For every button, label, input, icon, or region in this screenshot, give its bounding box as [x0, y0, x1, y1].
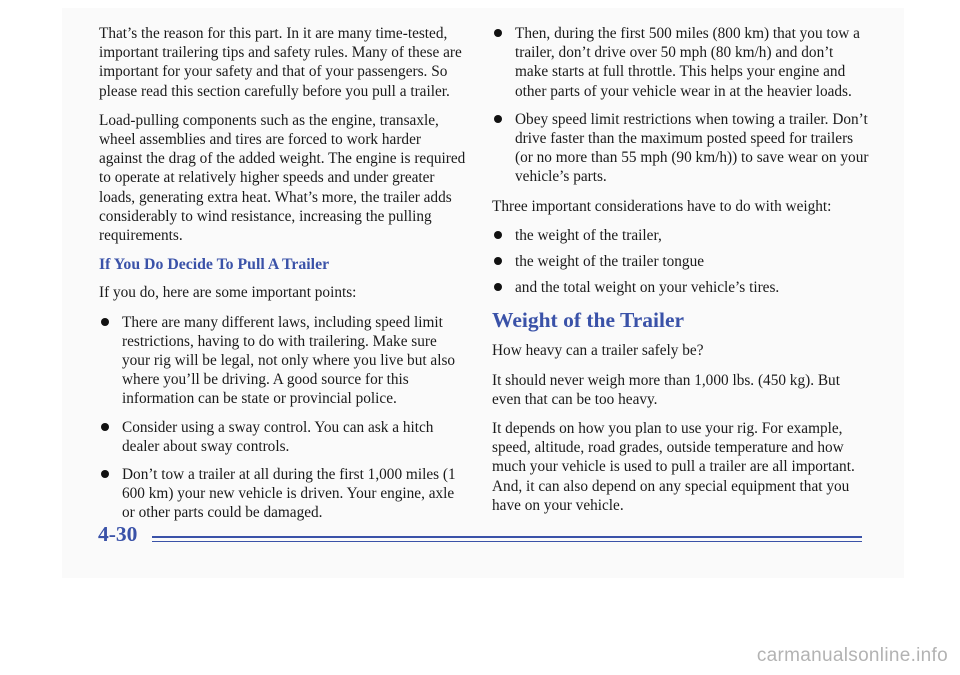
list-item: Then, during the first 500 miles (800 km) that you tow a trailer, don’t drive over 50 mph (80 km/h) and don’t make starts at full throttle. This helps your engine and other parts of your vehicle wear in at the heavier loads.: [492, 24, 870, 101]
list-item: and the total weight on your vehicle’s tires.: [492, 278, 870, 297]
page-number: 4-30: [98, 522, 138, 546]
points-list: [99, 313, 467, 523]
list-item: the weight of the trailer,: [492, 226, 870, 245]
weight-question: How heavy can a trailer safely be?: [492, 342, 704, 360]
footer-rule-thin: [152, 541, 862, 542]
left-column: [99, 24, 467, 533]
weight-list: [492, 226, 870, 298]
bullet-icon: [494, 231, 502, 239]
page-footer: [98, 520, 862, 560]
section-subheading: If You Do Decide To Pull A Trailer: [99, 256, 330, 274]
footer-rule: [152, 536, 862, 538]
points-intro: If you do, here are some important points:: [99, 284, 357, 302]
bullet-icon: [494, 257, 502, 265]
list-item: There are many different laws, including speed limit restrictions, having to do with trailering. Make sure your rig will be legal, not only where you live but also where you’ll be driving. A good source for this information can be state or provincial police.: [99, 313, 467, 409]
weight-intro: Three important considerations have to do with weight:: [492, 197, 832, 215]
towing-list: [492, 24, 870, 187]
right-column: [492, 24, 870, 525]
bullet-icon: [494, 29, 502, 37]
rig-usage-paragraph: It depends on how you plan to use your rig. For example, speed, altitude, road grades, outside temperature and how much your vehicle is used to pull a trailer are all important. And, it can also depend on any special equipment that you have on your vehicle.: [492, 420, 855, 514]
weight-limit-paragraph: It should never weigh more than 1,000 lbs. (450 kg). But even that can be too heavy.: [492, 371, 840, 408]
list-item: the weight of the trailer tongue: [492, 252, 870, 271]
list-item: Consider using a sway control. You can ask a hitch dealer about sway controls.: [99, 418, 467, 456]
bullet-icon: [101, 423, 109, 431]
list-item: Don’t tow a trailer at all during the first 1,000 miles (1 600 km) your new vehicle is driven. Your engine, axle or other parts could be damaged.: [99, 465, 467, 523]
bullet-icon: [494, 283, 502, 291]
bullet-icon: [494, 115, 502, 123]
bullet-icon: [101, 470, 109, 478]
section-heading: Weight of the Trailer: [492, 308, 685, 333]
watermark: carmanualsonline.info: [756, 645, 948, 666]
intro-paragraph: That’s the reason for this part. In it are many time-tested, important trailering tips and safety rules. Many of these are important for your safety and that of your passengers. So please read this section carefully before you pull a trailer.: [99, 25, 462, 100]
load-pulling-paragraph: Load-pulling components such as the engine, transaxle, wheel assemblies and tires are forced to work harder against the drag of the added weight. The engine is required to operate at relatively higher speeds and under greater loads, generating extra heat. What’s more, the trailer adds considerably to wind resistance, increasing the pulling requirements.: [99, 111, 466, 245]
list-item: Obey speed limit restrictions when towing a trailer. Don’t drive faster than the maximum posted speed for trailers (or no more than 55 mph (90 km/h)) to save wear on your vehicle’s parts.: [492, 110, 870, 187]
bullet-icon: [101, 318, 109, 326]
